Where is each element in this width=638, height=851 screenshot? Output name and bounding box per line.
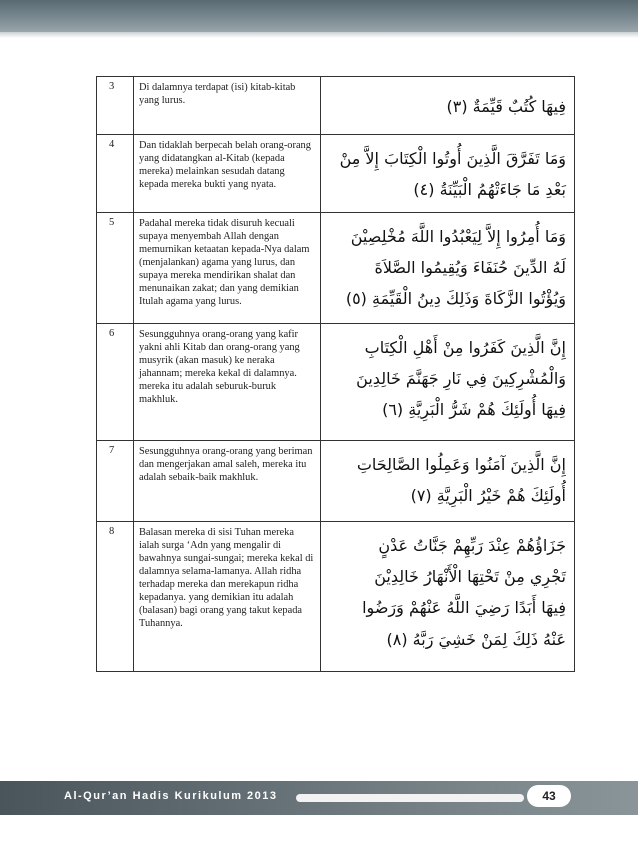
verse-arabic — [321, 77, 575, 135]
verse-translation: Sesungguhnya orang-orang yang beriman dan mengerjakan amal saleh, mereka itu adalah sebaik-baik makhluk. — [134, 441, 321, 522]
arabic-line: أُولَئِكَ هُمْ خَيْرُ الْبَرِيَّةِ (٧) — [410, 486, 566, 506]
table-row — [97, 522, 575, 672]
footer-progress-bar — [296, 794, 524, 802]
verse-arabic — [321, 441, 575, 522]
arabic-line: وَالْمُشْرِكِينَ فِي نَارِ جَهَنَّمَ خَالِدِينَ — [356, 369, 566, 389]
verse-table — [96, 76, 575, 672]
arabic-line: وَمَا أُمِرُوا إِلاَّ لِيَعْبُدُوا اللَّهَ مُخْلِصِيْنَ — [350, 227, 566, 246]
footer-title: Al-Qur’an Hadis Kurikulum 2013 — [64, 790, 278, 802]
verse-number: 4 — [97, 135, 134, 213]
arabic-line: إِنَّ الَّذِينَ كَفَرُوا مِنْ أَهْلِ الْكِتَابِ — [364, 338, 566, 357]
table-row — [97, 441, 575, 522]
arabic-line: جَزَاؤُهُمْ عِنْدَ رَبِّهِمْ جَنَّاتُ عَدْنٍ — [378, 536, 566, 555]
arabic-line: تَجْرِي مِنْ تَحْتِهَا الْأَنْهَارُ خَالِدِيْنَ — [374, 567, 566, 587]
verse-number: 8 — [97, 522, 134, 672]
arabic-line: فِيهَا كُتُبٌ قَيِّمَةٌ (٣) — [446, 96, 566, 116]
verse-arabic — [321, 324, 575, 441]
arabic-line: وَمَا تَفَرَّقَ الَّذِينَ أُوتُوا الْكِتَابَ إِلاَّ مِنْ — [339, 149, 566, 168]
arabic-line: عَنْهُ ذَلِكَ لِمَنْ خَشِيَ رَبَّهُ (٨) — [386, 629, 566, 649]
page-number: 43 — [527, 785, 571, 807]
verse-translation: Balasan mereka di sisi Tuhan mereka ialah surga ‘Adn yang mengalir di bawahnya sungai-sungai; mereka kekal di dalamnya selama-lamanya. Allah ridha terhadap mereka dan merekapun ridha kepadanya. yang demikian itu adalah (balasan) bagi orang yang takut kepada Tuhannya. — [134, 522, 321, 672]
arabic-line: وَيُؤْتُوا الزَّكَاةَ وَذَلِكَ دِينُ الْقَيِّمَةِ (٥) — [345, 289, 566, 309]
arabic-line: إِنَّ الَّذِينَ آمَنُوا وَعَمِلُوا الصَّالِحَاتِ — [356, 455, 566, 474]
verse-number: 5 — [97, 213, 134, 324]
verse-translation: Di dalamnya terdapat (isi) kitab-kitab yang lurus. — [134, 77, 321, 135]
table-row — [97, 77, 575, 135]
arabic-line: بَعْدِ مَا جَاءَتْهُمُ الْبَيِّنَةُ (٤) — [413, 180, 566, 200]
header-band — [0, 0, 638, 32]
arabic-line: فِيهَا أُولَئِكَ هُمْ شَرُّ الْبَرِيَّةِ (٦) — [382, 400, 566, 420]
verse-translation: Padahal mereka tidak disuruh kecuali supaya menyembah Allah dengan memurnikan ketaatan kepada-Nya dalam (menjalankan) agama yang lurus, dan supaya mereka mendirikan shalat dan menunaikan zakat; dan yang demikian Itulah agama yang lurus. — [134, 213, 321, 324]
verse-number: 6 — [97, 324, 134, 441]
verse-arabic — [321, 522, 575, 672]
table-row — [97, 324, 575, 441]
verse-translation: Dan tidaklah berpecah belah orang-orang yang didatangkan al-Kitab (kepada mereka) melainkan sesudah datang kepada mereka bukti yang nyata. — [134, 135, 321, 213]
arabic-line: لَهُ الدِّينَ حُنَفَاءَ وَيُقِيمُوا الصَّلاَةَ — [374, 258, 566, 278]
header-band-fade — [0, 32, 638, 38]
arabic-line: فِيهَا أَبَدًا رَضِيَ اللَّهُ عَنْهُمْ وَرَضُوا — [362, 598, 566, 618]
verse-arabic — [321, 135, 575, 213]
verse-number: 3 — [97, 77, 134, 135]
verse-arabic — [321, 213, 575, 324]
table-row — [97, 135, 575, 213]
verse-translation: Sesungguhnya orang-orang yang kafir yakni ahli Kitab dan orang-orang yang musyrik (akan masuk) ke neraka jahannam; mereka kekal di dalamnya. mereka itu adalah seburuk-buruk makhluk. — [134, 324, 321, 441]
table-row — [97, 213, 575, 324]
verse-number: 7 — [97, 441, 134, 522]
